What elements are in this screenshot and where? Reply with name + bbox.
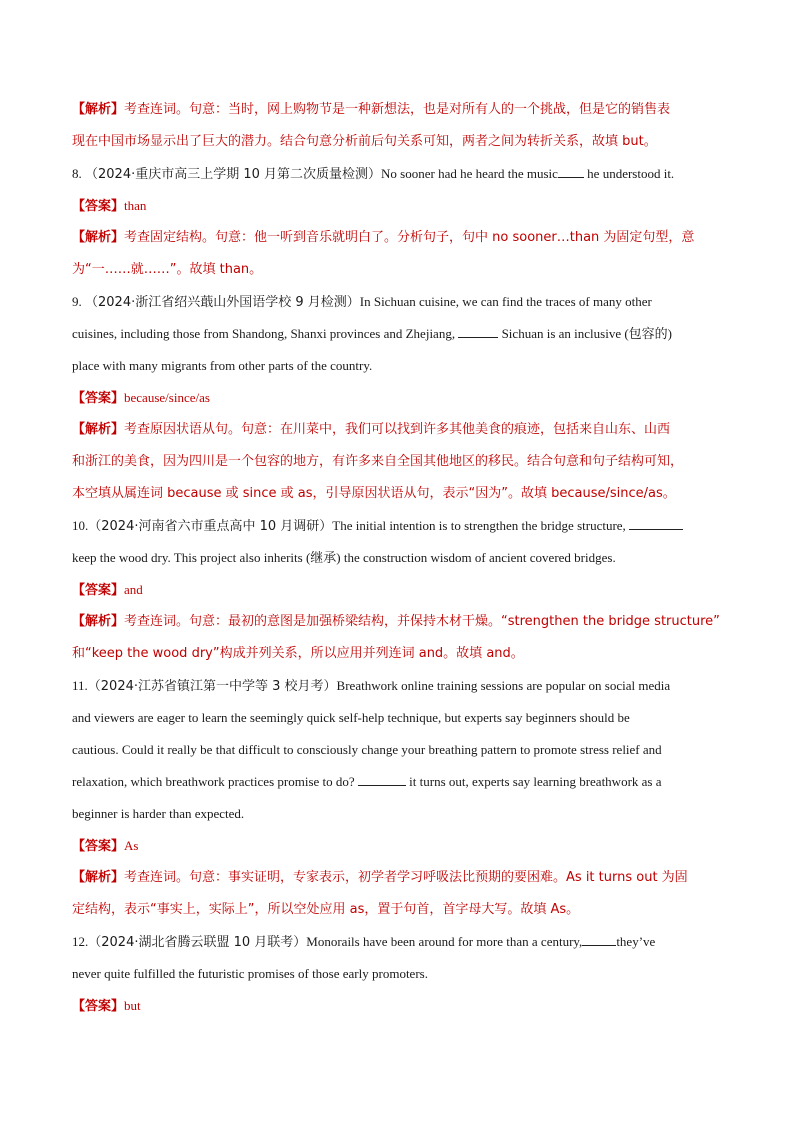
- question-11-line-5: beginner is harder than expected.: [72, 806, 245, 821]
- q7-analysis-line-2: 现在中国市场显示出了巨大的潜力。结合句意分析前后句关系可知，两者之间为转折关系，故填 but。: [72, 134, 657, 149]
- q9-analysis-line-1: 【解析】考查原因状语从句。句意：在川菜中，我们可以找到许多其他美食的痕迹，包括来自山东、山西: [72, 422, 671, 437]
- q10-answer: 【答案】and: [72, 582, 143, 598]
- q9-analysis-line-2: 和浙江的美食，因为四川是一个包容的地方，有许多来自全国其他地区的移民。结合句意和句子结构可知，: [72, 454, 684, 469]
- answer-label: 【答案】: [72, 999, 125, 1014]
- question-number: 9.: [72, 294, 82, 309]
- question-11-line-4: relaxation, which breathwork practices promise to do? it turns out, experts say learning breathwork as a: [72, 774, 662, 789]
- answer-label: 【答案】: [72, 391, 125, 406]
- question-8: 8. （2024·重庆市高三上学期 10 月第二次质量检测）No sooner had he heard the music he understood it.: [72, 166, 675, 182]
- question-source: （2024·江苏省镇江第一中学等 3 校月考）: [87, 679, 337, 694]
- answer-label: 【答案】: [72, 199, 125, 214]
- question-source: （2024·浙江省绍兴蕺山外国语学校 9 月检测）: [85, 295, 360, 310]
- q8-analysis-line-1: 【解析】考查固定结构。句意：他一听到音乐就明白了。分析句子，句中 no sooner…than 为固定句型，意: [72, 230, 695, 245]
- q7-analysis-line-1: 【解析】考查连词。句意：当时，网上购物节是一种新想法，也是对所有人的一个挑战，但是它的销售表: [72, 102, 671, 117]
- question-12-line-1: 12.（2024·湖北省腾云联盟 10 月联考）Monorails have been around for more than a century, they’ve: [72, 934, 656, 950]
- answer-blank: [558, 165, 584, 178]
- analysis-label: 【解析】: [72, 422, 125, 437]
- answer-blank: [629, 517, 683, 530]
- question-9-line-1: 9. （2024·浙江省绍兴蕺山外国语学校 9 月检测）In Sichuan cuisine, we can find the traces of many other: [72, 294, 652, 310]
- q11-analysis-line-2: 定结构，表示“事实上，实际上”，所以空处应用 as，置于句首，首字母大写。故填 As。: [72, 902, 580, 917]
- question-10-line-1: 10.（2024·河南省六市重点高中 10 月调研）The initial intention is to strengthen the bridge structure,: [72, 516, 732, 537]
- question-number: 11.: [72, 678, 88, 693]
- analysis-label: 【解析】: [72, 102, 125, 117]
- answer-label: 【答案】: [72, 839, 125, 854]
- q8-analysis-line-2: 为“一……就……”。故填 than。: [72, 262, 263, 277]
- analysis-label: 【解析】: [72, 614, 125, 629]
- question-9-line-3: place with many migrants from other parts of the country.: [72, 358, 373, 373]
- question-number: 12.: [72, 934, 89, 949]
- q10-analysis-line-1: 【解析】考查连词。句意：最初的意图是加强桥梁结构，并保持木材干燥。“strengthen the bridge structure”: [72, 614, 720, 629]
- q12-answer: 【答案】but: [72, 998, 141, 1014]
- question-number: 8.: [72, 166, 82, 181]
- answer-blank: [458, 325, 498, 338]
- q10-analysis-line-2: 和“keep the wood dry”构成并列关系，所以应用并列连词 and。故填 and。: [72, 646, 524, 661]
- question-9-line-2: cuisines, including those from Shandong, Shanxi provinces and Zhejiang, Sichuan is an inclusive (包容的): [72, 326, 672, 341]
- question-source: （2024·湖北省腾云联盟 10 月联考）: [88, 935, 307, 950]
- answer-label: 【答案】: [72, 583, 125, 598]
- answer-blank: [582, 933, 616, 946]
- question-source: （2024·河南省六市重点高中 10 月调研）: [88, 519, 333, 534]
- q9-analysis-line-3: 本空填从属连词 because 或 since 或 as，引导原因状语从句，表示“因为”。故填 because/since/as。: [72, 486, 676, 501]
- q9-answer: 【答案】because/since/as: [72, 390, 210, 406]
- analysis-label: 【解析】: [72, 230, 125, 245]
- question-11-line-1: 11.（2024·江苏省镇江第一中学等 3 校月考）Breathwork online training sessions are popular on social media: [72, 678, 671, 694]
- question-11-line-2: and viewers are eager to learn the seemingly quick self-help technique, but experts say beginners should be: [72, 710, 630, 725]
- question-number: 10.: [72, 518, 89, 533]
- answer-blank: [358, 773, 406, 786]
- question-10-line-2: keep the wood dry. This project also inherits (继承) the construction wisdom of ancient covered bridges.: [72, 550, 616, 565]
- q11-answer: 【答案】As: [72, 838, 139, 854]
- question-11-line-3: cautious. Could it really be that difficult to consciously change your breathing pattern to promote stress relief and: [72, 742, 662, 757]
- analysis-label: 【解析】: [72, 870, 125, 885]
- question-12-line-2: never quite fulfilled the futuristic promises of those early promoters.: [72, 966, 428, 981]
- question-source: （2024·重庆市高三上学期 10 月第二次质量检测）: [85, 167, 382, 182]
- q11-analysis-line-1: 【解析】考查连词。句意：事实证明，专家表示，初学者学习呼吸法比预期的要困难。As it turns out 为固: [72, 870, 688, 885]
- q8-answer: 【答案】than: [72, 198, 147, 214]
